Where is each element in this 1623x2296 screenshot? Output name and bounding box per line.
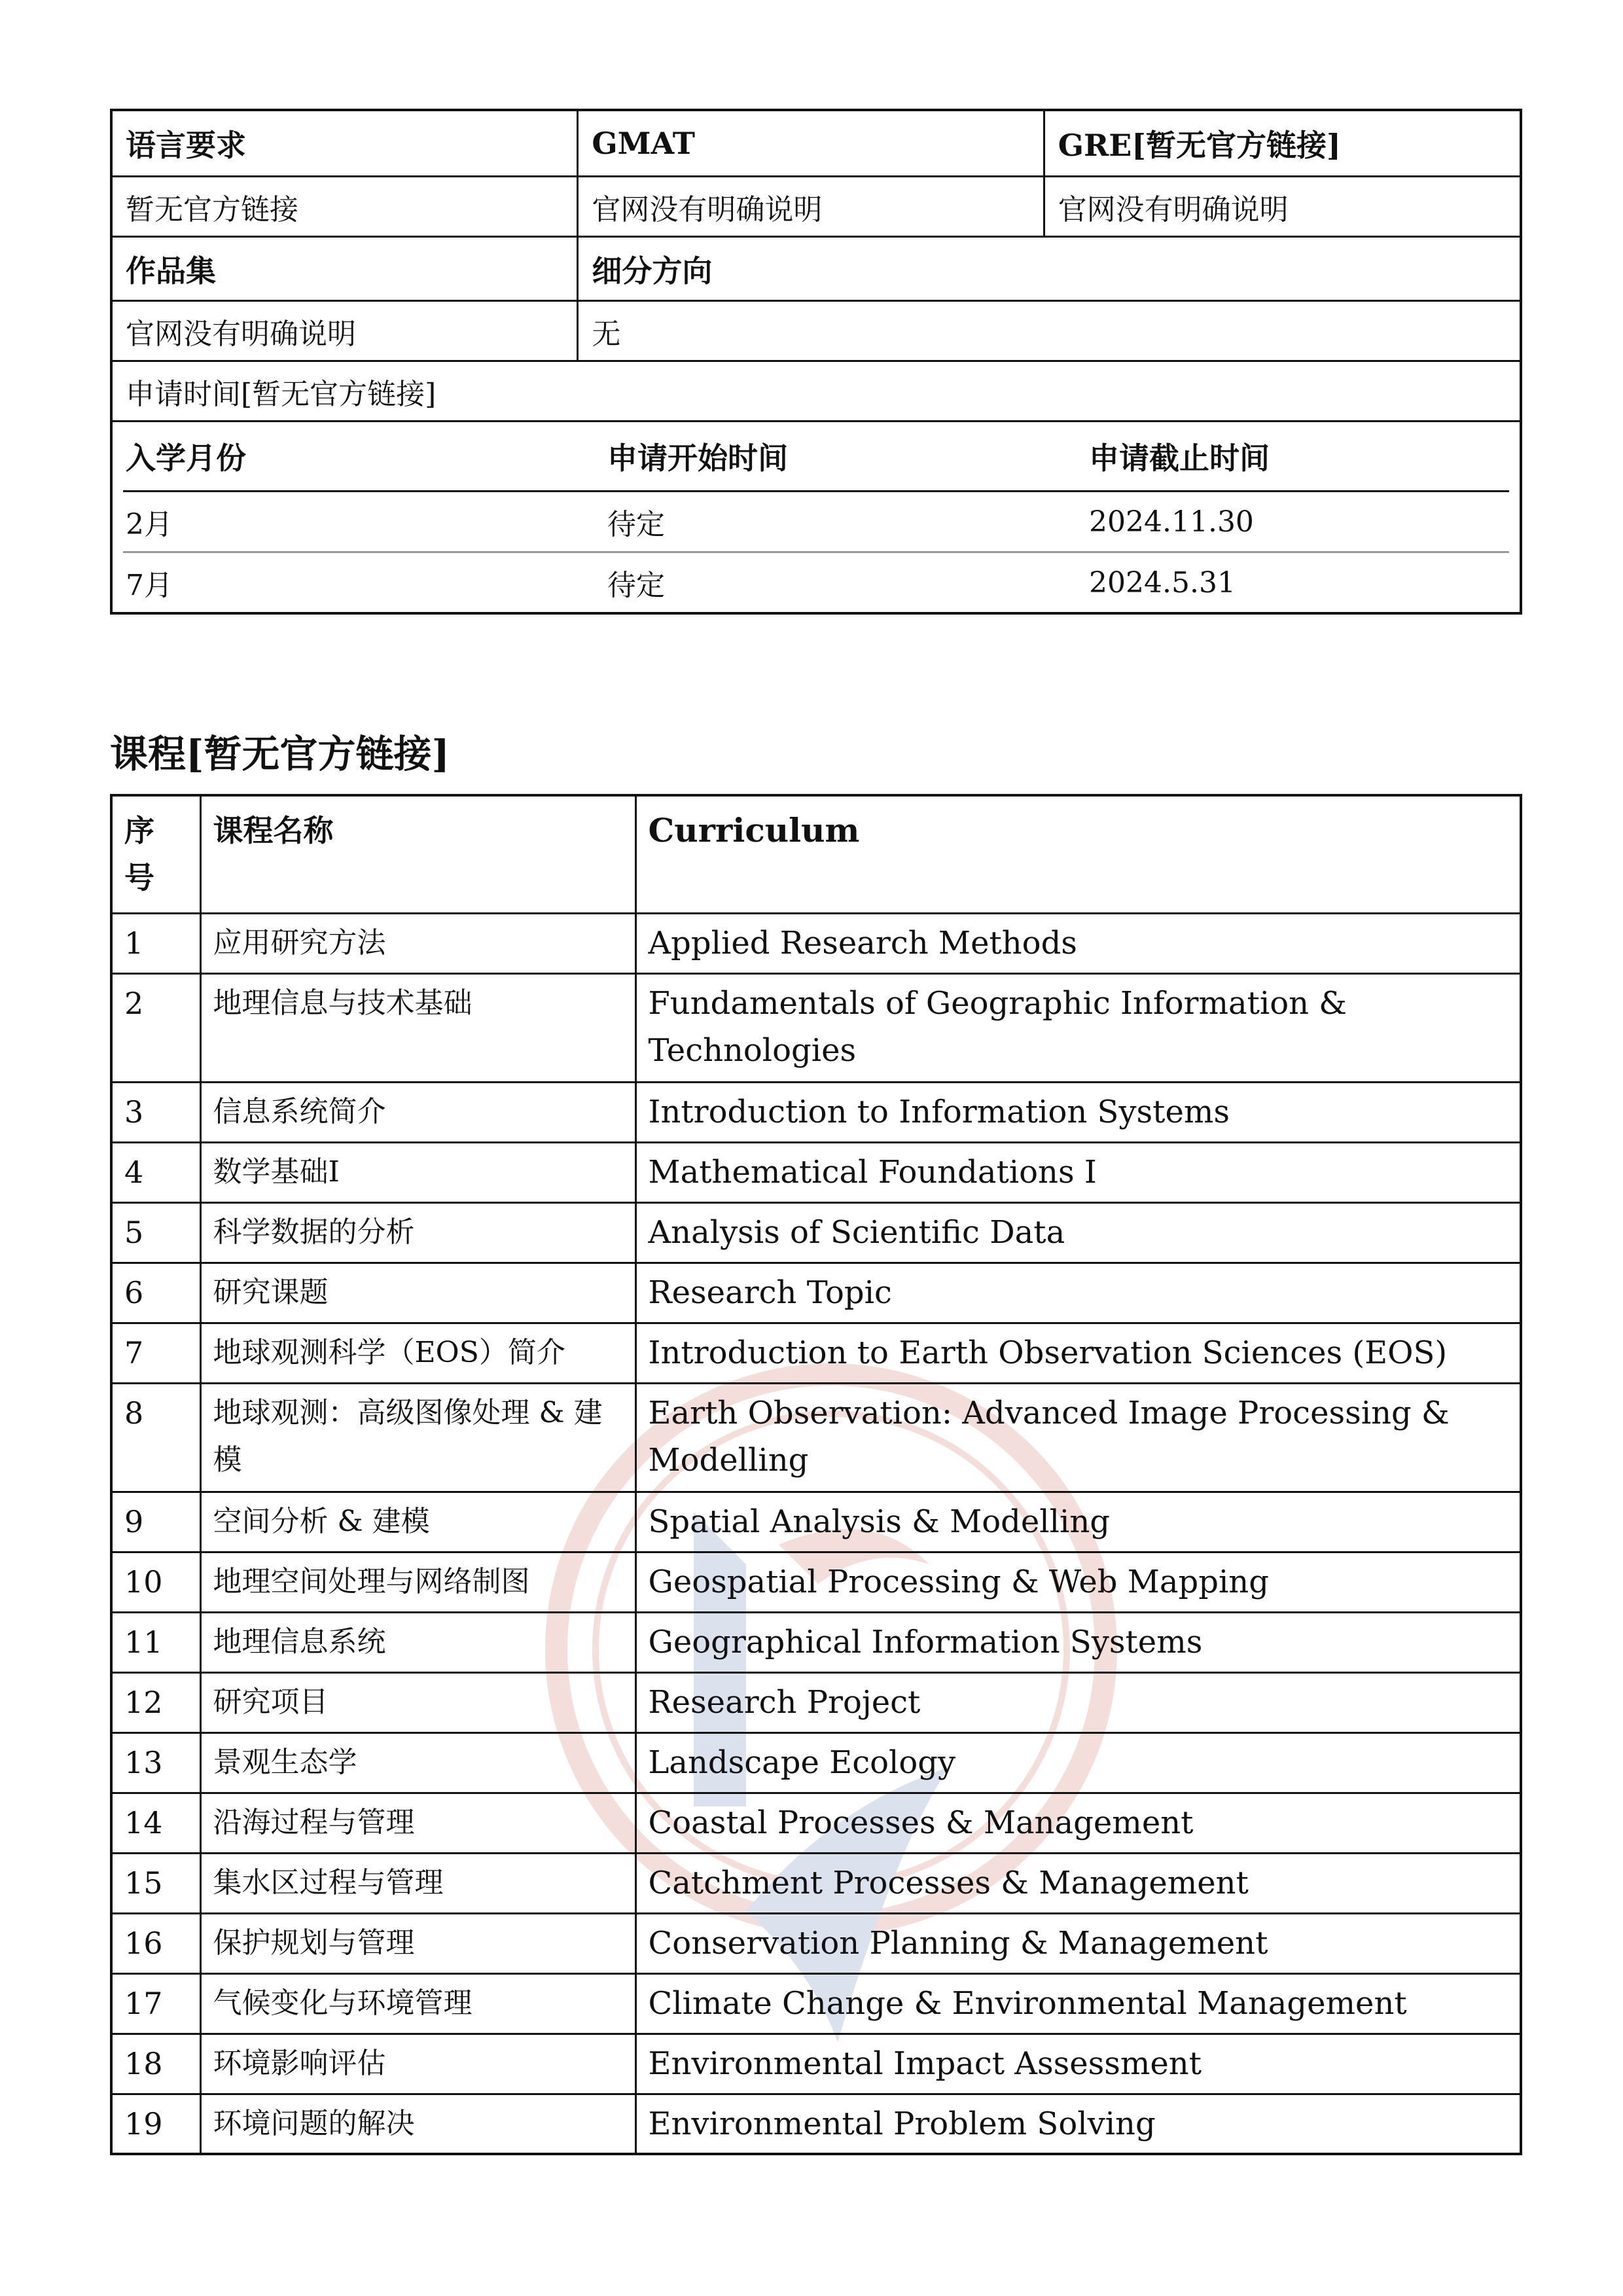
- application-deadline-header: 申请截止时间: [1086, 422, 1509, 492]
- course-name-zh: 数学基础I: [200, 1142, 635, 1202]
- gmat-header: GMAT: [577, 111, 1043, 175]
- course-row: [111, 973, 1521, 1082]
- intake-section: [113, 420, 1520, 612]
- course-index: 6: [111, 1263, 200, 1323]
- course-row: [111, 1552, 1521, 1612]
- course-name-en: Research Project: [635, 1672, 1521, 1732]
- course-name-en: Introduction to Earth Observation Sciences (EOS): [635, 1323, 1521, 1383]
- course-row: [111, 2034, 1521, 2094]
- course-name-zh: 研究课题: [200, 1263, 635, 1323]
- curriculum-body: [111, 913, 1521, 2154]
- course-row: [111, 1383, 1521, 1492]
- curriculum-header-row: [111, 795, 1521, 913]
- info-value-row-1: [113, 175, 1520, 236]
- course-name-zh: 地理信息系统: [200, 1612, 635, 1672]
- course-index: 3: [111, 1082, 200, 1142]
- course-name-zh: 科学数据的分析: [200, 1202, 635, 1263]
- language-requirement-value: 暂无官方链接: [126, 192, 298, 226]
- course-name-en: Mathematical Foundations I: [635, 1142, 1521, 1202]
- course-index: 11: [111, 1612, 200, 1672]
- course-name-en: Landscape Ecology: [635, 1732, 1521, 1793]
- course-index: 17: [111, 1973, 200, 2034]
- course-name-zh: 气候变化与环境管理: [200, 1973, 635, 2034]
- course-index: 1: [111, 913, 200, 973]
- course-name-en: Analysis of Scientific Data: [635, 1202, 1521, 1263]
- course-row: [111, 913, 1521, 973]
- courses-section-title: 课程[暂无官方链接]: [110, 732, 450, 776]
- course-name-en: Fundamentals of Geographic Information & Technologies: [635, 973, 1521, 1082]
- application-start-header: 申请开始时间: [605, 422, 1086, 492]
- info-value-row-2: [113, 300, 1520, 360]
- course-name-en: Catchment Processes & Management: [635, 1853, 1521, 1913]
- curriculum-header: Curriculum: [635, 795, 1521, 913]
- course-name-zh: 空间分析 & 建模: [200, 1492, 635, 1552]
- course-name-en: Environmental Problem Solving: [635, 2094, 1521, 2154]
- course-row: [111, 1323, 1521, 1383]
- course-name-zh: 沿海过程与管理: [200, 1793, 635, 1853]
- course-name-zh: 应用研究方法: [200, 913, 635, 973]
- gre-header: GRE[暂无官方链接]: [1043, 111, 1520, 175]
- course-row: [111, 2094, 1521, 2154]
- course-name-zh: 环境影响评估: [200, 2034, 635, 2094]
- application-deadline: 2024.11.30: [1086, 492, 1509, 552]
- course-name-zh: 信息系统简介: [200, 1082, 635, 1142]
- intake-month: 7月: [126, 569, 173, 602]
- course-name-zh: 保护规划与管理: [200, 1913, 635, 1973]
- gmat-value: 官网没有明确说明: [577, 177, 1043, 236]
- application-start: 待定: [605, 492, 1086, 552]
- course-index: 2: [111, 973, 200, 1082]
- course-name-en: Earth Observation: Advanced Image Processing & Modelling: [635, 1383, 1521, 1492]
- course-index: 9: [111, 1492, 200, 1552]
- course-name-en: Geographical Information Systems: [635, 1612, 1521, 1672]
- language-requirement-header: 语言要求: [126, 128, 246, 163]
- admission-info-table: [110, 109, 1522, 615]
- intake-month: 2月: [123, 492, 605, 552]
- course-name-zh: 地球观测：高级图像处理 & 建模: [200, 1383, 635, 1492]
- course-row: [111, 1142, 1521, 1202]
- intake-row: [123, 552, 1509, 613]
- index-header: 序 号: [111, 795, 200, 913]
- intake-table: [123, 422, 1509, 612]
- course-name-zh: 地理空间处理与网络制图: [200, 1552, 635, 1612]
- course-index: 5: [111, 1202, 200, 1263]
- specialization-header: 细分方向: [577, 238, 1520, 300]
- course-row: [111, 1672, 1521, 1732]
- gre-value: 官网没有明确说明: [1043, 177, 1520, 236]
- course-index: 10: [111, 1552, 200, 1612]
- course-name-header: 课程名称: [200, 795, 635, 913]
- course-index: 16: [111, 1913, 200, 1973]
- course-index: 12: [111, 1672, 200, 1732]
- course-name-en: Geospatial Processing & Web Mapping: [635, 1552, 1521, 1612]
- intake-row: [123, 492, 1509, 552]
- course-name-en: Research Topic: [635, 1263, 1521, 1323]
- course-name-en: Applied Research Methods: [635, 913, 1521, 973]
- course-name-en: Coastal Processes & Management: [635, 1793, 1521, 1853]
- application-start: 待定: [607, 569, 665, 602]
- info-header-row-1: [113, 111, 1520, 175]
- course-name-en: Climate Change & Environmental Management: [635, 1973, 1521, 2034]
- course-row: [111, 1732, 1521, 1793]
- portfolio-header: 作品集: [126, 253, 216, 289]
- course-name-en: Spatial Analysis & Modelling: [635, 1492, 1521, 1552]
- info-header-row-2: [113, 236, 1520, 300]
- course-name-en: Environmental Impact Assessment: [635, 2034, 1521, 2094]
- course-row: [111, 1913, 1521, 1973]
- course-name-zh: 地理信息与技术基础: [200, 973, 635, 1082]
- intake-header-row: [123, 422, 1509, 492]
- course-index: 4: [111, 1142, 200, 1202]
- course-row: [111, 1263, 1521, 1323]
- course-index: 18: [111, 2034, 200, 2094]
- portfolio-value: 官网没有明确说明: [126, 317, 356, 351]
- course-name-en: Conservation Planning & Management: [635, 1913, 1521, 1973]
- course-row: [111, 1793, 1521, 1853]
- course-index: 14: [111, 1793, 200, 1853]
- course-row: [111, 1202, 1521, 1263]
- application-time-row: [113, 360, 1520, 420]
- course-row: [111, 1973, 1521, 2034]
- course-row: [111, 1492, 1521, 1552]
- curriculum-table: [110, 794, 1522, 2155]
- course-row: [111, 1853, 1521, 1913]
- course-name-zh: 景观生态学: [200, 1732, 635, 1793]
- course-index: 15: [111, 1853, 200, 1913]
- course-name-en: Introduction to Information Systems: [635, 1082, 1521, 1142]
- course-name-zh: 地球观测科学（EOS）简介: [200, 1323, 635, 1383]
- course-name-zh: 环境问题的解决: [200, 2094, 635, 2154]
- course-index: 19: [111, 2094, 200, 2154]
- course-index: 8: [111, 1383, 200, 1492]
- course-index: 7: [111, 1323, 200, 1383]
- specialization-value: 无: [577, 302, 1520, 360]
- intake-month-header: 入学月份: [123, 422, 605, 492]
- course-row: [111, 1082, 1521, 1142]
- application-deadline: 2024.5.31: [1089, 565, 1236, 600]
- course-name-zh: 研究项目: [200, 1672, 635, 1732]
- application-time-label: 申请时间[暂无官方链接]: [126, 377, 437, 411]
- course-name-zh: 集水区过程与管理: [200, 1853, 635, 1913]
- course-index: 13: [111, 1732, 200, 1793]
- course-row: [111, 1612, 1521, 1672]
